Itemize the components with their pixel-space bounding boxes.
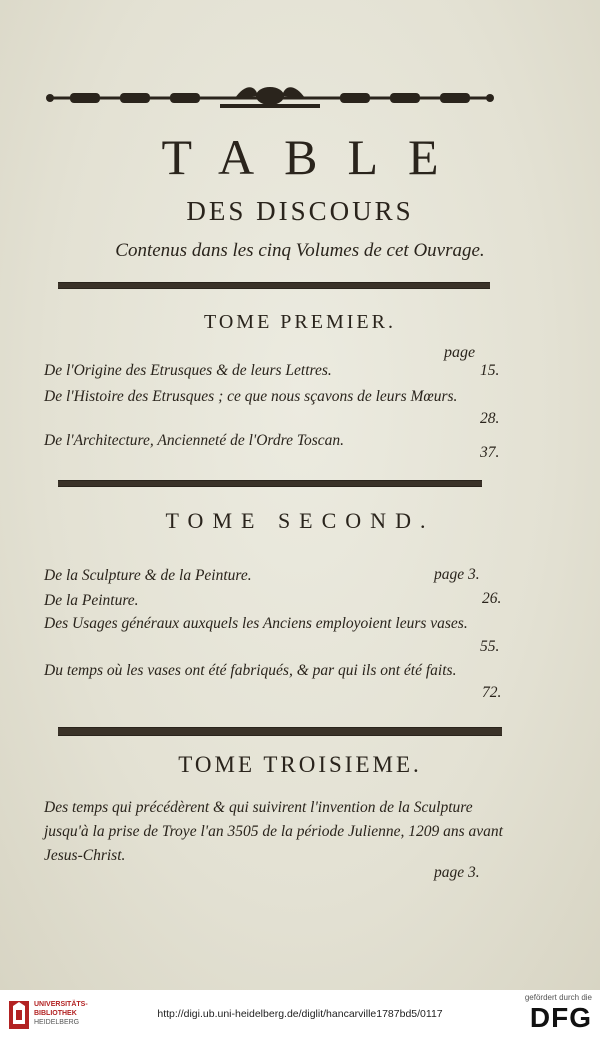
permalink-url[interactable]: http://digi.ub.uni-heidelberg.de/diglit/hancarville1787bd5/0117 xyxy=(157,1008,443,1020)
toc-entry xyxy=(44,386,464,407)
tome-troisieme-heading: TOME TROISIEME. xyxy=(178,752,422,777)
toc-page-number: 26. xyxy=(482,590,502,607)
toc-page-number: 37. xyxy=(480,444,500,461)
library-name-line: HEIDELBERG xyxy=(34,1019,80,1026)
toc-entry xyxy=(44,590,514,611)
dfg-logo: DFG xyxy=(529,1002,592,1033)
toc-entry-text: De l'Origine des Etrusques & de leurs Lettres. xyxy=(44,362,332,379)
toc-page-number: page 3. xyxy=(434,864,480,881)
toc-page-number: 55. xyxy=(480,638,500,655)
divider-rule xyxy=(58,282,490,289)
toc-entry-text: De la Peinture. xyxy=(44,592,139,609)
tome-second-heading: TOME SECOND. xyxy=(165,508,435,533)
footer-bar xyxy=(0,990,600,1040)
toc-entry xyxy=(44,660,484,681)
divider-rule xyxy=(58,480,482,487)
ornament-band xyxy=(40,84,500,112)
divider-rule xyxy=(58,727,502,736)
toc-entry xyxy=(44,613,484,634)
toc-page-number: 28. xyxy=(480,410,500,427)
funded-by-label: gefördert durch die xyxy=(524,993,592,1002)
toc-entry-text: Des Usages généraux auxquels les Anciens employoient leurs vases. xyxy=(44,615,468,632)
library-name-line: BIBLIOTHEK xyxy=(34,1010,77,1017)
toc-entry xyxy=(44,430,514,451)
library-name-line: UNIVERSITÄTS- xyxy=(34,1001,88,1008)
toc-entry xyxy=(44,796,504,868)
toc-page-number: 15. xyxy=(480,362,500,379)
page-column-label: page xyxy=(444,344,476,361)
contents-line: Contenus dans les cinq Volumes de cet Ouvrage. xyxy=(115,240,485,261)
toc-entry-text: De l'Architecture, Ancienneté de l'Ordre Toscan. xyxy=(44,432,345,449)
toc-page-number: page 3. xyxy=(434,566,480,583)
page-title: TABLE xyxy=(161,129,469,185)
toc-entry-text: De la Sculpture & de la Peinture. xyxy=(44,567,252,584)
toc-entry xyxy=(44,360,514,381)
toc-entry-text: Du temps où les vases ont été fabriqués, & par qui ils ont été faits. xyxy=(44,662,457,679)
tome-premier-heading: TOME PREMIER. xyxy=(204,311,396,333)
page-subtitle: DES DISCOURS xyxy=(186,196,414,226)
toc-entry-text: Des temps qui précédèrent & qui suivirent l'invention de la Sculpture jusqu'à la prise de Troye l'an 3505 de la période Julienne, 1209 ans avant Jesus-Christ. xyxy=(44,799,503,864)
toc-page-number: 72. xyxy=(482,684,502,701)
toc-entry-text: De l'Histoire des Etrusques ; ce que nous sçavons de leurs Mœurs. xyxy=(44,388,458,405)
